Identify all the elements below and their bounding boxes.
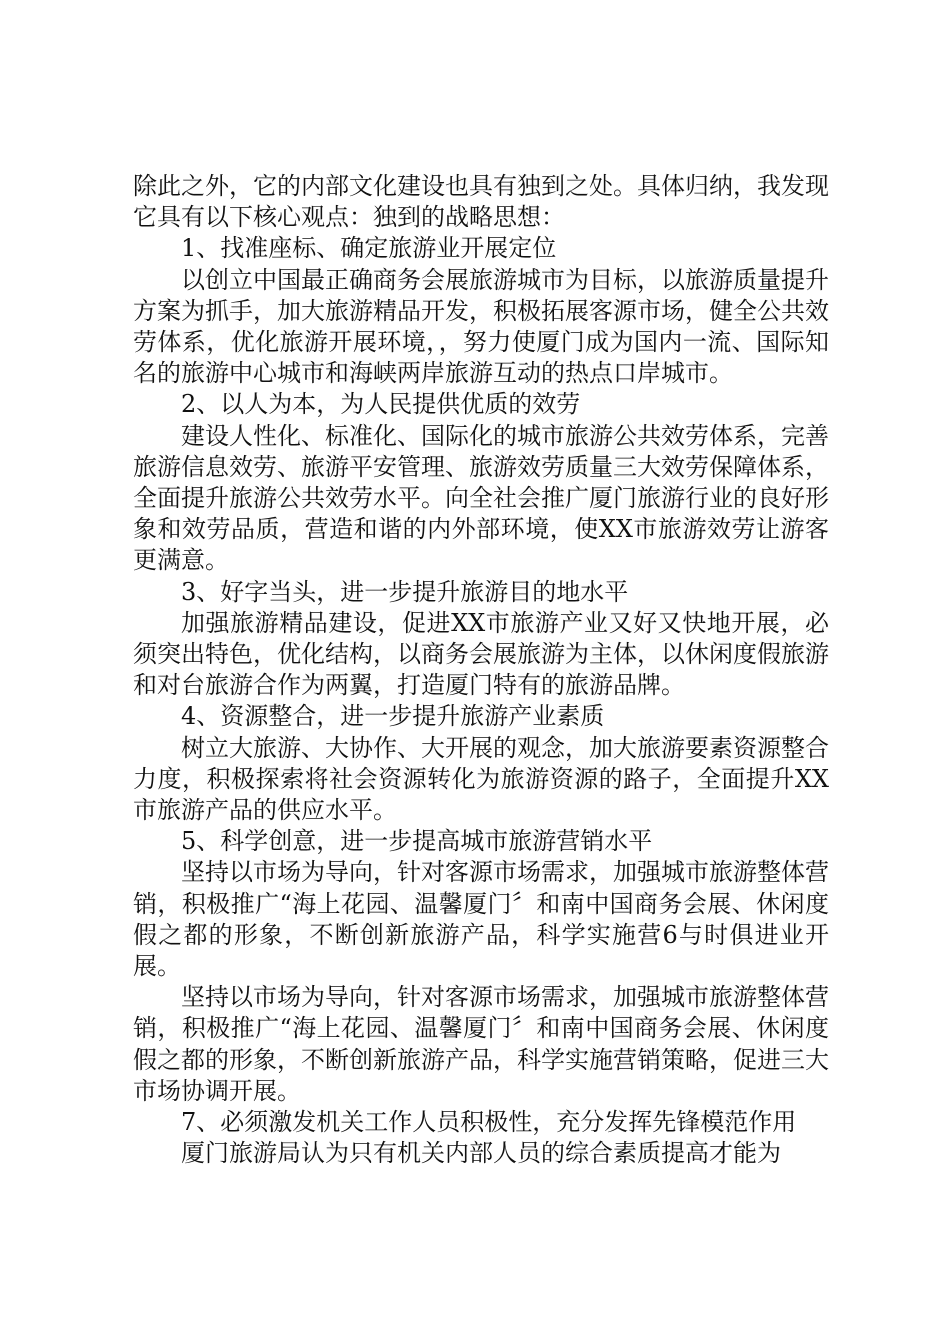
paragraph-intro: 除此之外，它的内部文化建设也具有独到之处。具体归纳，我发现它具有以下核心观点：独到的战略思想： [133, 172, 829, 232]
paragraph-point-5a: 坚持以市场为导向，针对客源市场需求，加强城市旅游整体营销，积极推广“海上花园、温馨厦门〞和南中国商务会展、休闲度假之都的形象，不断创新旅游产品，科学实施营6与时俱进业开展。 [133, 858, 829, 981]
paragraph-point-2: 建设人性化、标准化、国际化的城市旅游公共效劳体系，完善旅游信息效劳、旅游平安管理、旅游效劳质量三大效劳保障体系，全面提升旅游公共效劳水平。向全社会推广厦门旅游行业的良好形象和效劳品质，营造和谐的内外部环境，使XX市旅游效劳让游客更满意。 [133, 421, 829, 575]
paragraph-point-4: 树立大旅游、大协作、大开展的观念，加大旅游要素资源整合力度，积极探索将社会资源转化为旅游资源的路子，全面提升XX市旅游产品的供应水平。 [133, 733, 829, 825]
paragraph-point-5b: 坚持以市场为导向，针对客源市场需求，加强城市旅游整体营销，积极推广“海上花园、温馨厦门〞和南中国商务会展、休闲度假之都的形象，不断创新旅游产品，科学实施营销策略，促进三大市场协调开展。 [133, 983, 829, 1105]
heading-point-3: 3、好字当头，进一步提升旅游目的地水平 [181, 577, 629, 606]
document-body [133, 171, 829, 1170]
heading-point-5: 5、科学创意，进一步提高城市旅游营销水平 [181, 827, 653, 856]
heading-point-4: 4、资源整合，进一步提升旅游产业素质 [181, 702, 605, 731]
heading-point-7: 7、必须激发机关工作人员积极性，充分发挥先锋模范作用 [181, 1108, 797, 1137]
heading-point-2: 2、以人为本，为人民提供优质的效劳 [181, 390, 581, 419]
paragraph-point-3: 加强旅游精品建设，促进XX市旅游产业又好又快地开展，必须突出特色，优化结构，以商务会展旅游为主体，以休闲度假旅游和对台旅游合作为两翼，打造厦门特有的旅游品牌。 [133, 608, 829, 700]
paragraph-point-7: 厦门旅游局认为只有机关内部人员的综合素质提高才能为 [181, 1139, 781, 1168]
paragraph-point-1: 以创立中国最正确商务会展旅游城市为目标，以旅游质量提升方案为抓手，加大旅游精品开发，积极拓展客源市场，健全公共效劳体系，优化旅游开展环境，，努力使厦门成为国内一流、国际知名的旅游中心城市和海峡两岸旅游互动的热点口岸城市。 [133, 265, 829, 388]
heading-point-1: 1、找准座标、确定旅游业开展定位 [181, 234, 557, 263]
